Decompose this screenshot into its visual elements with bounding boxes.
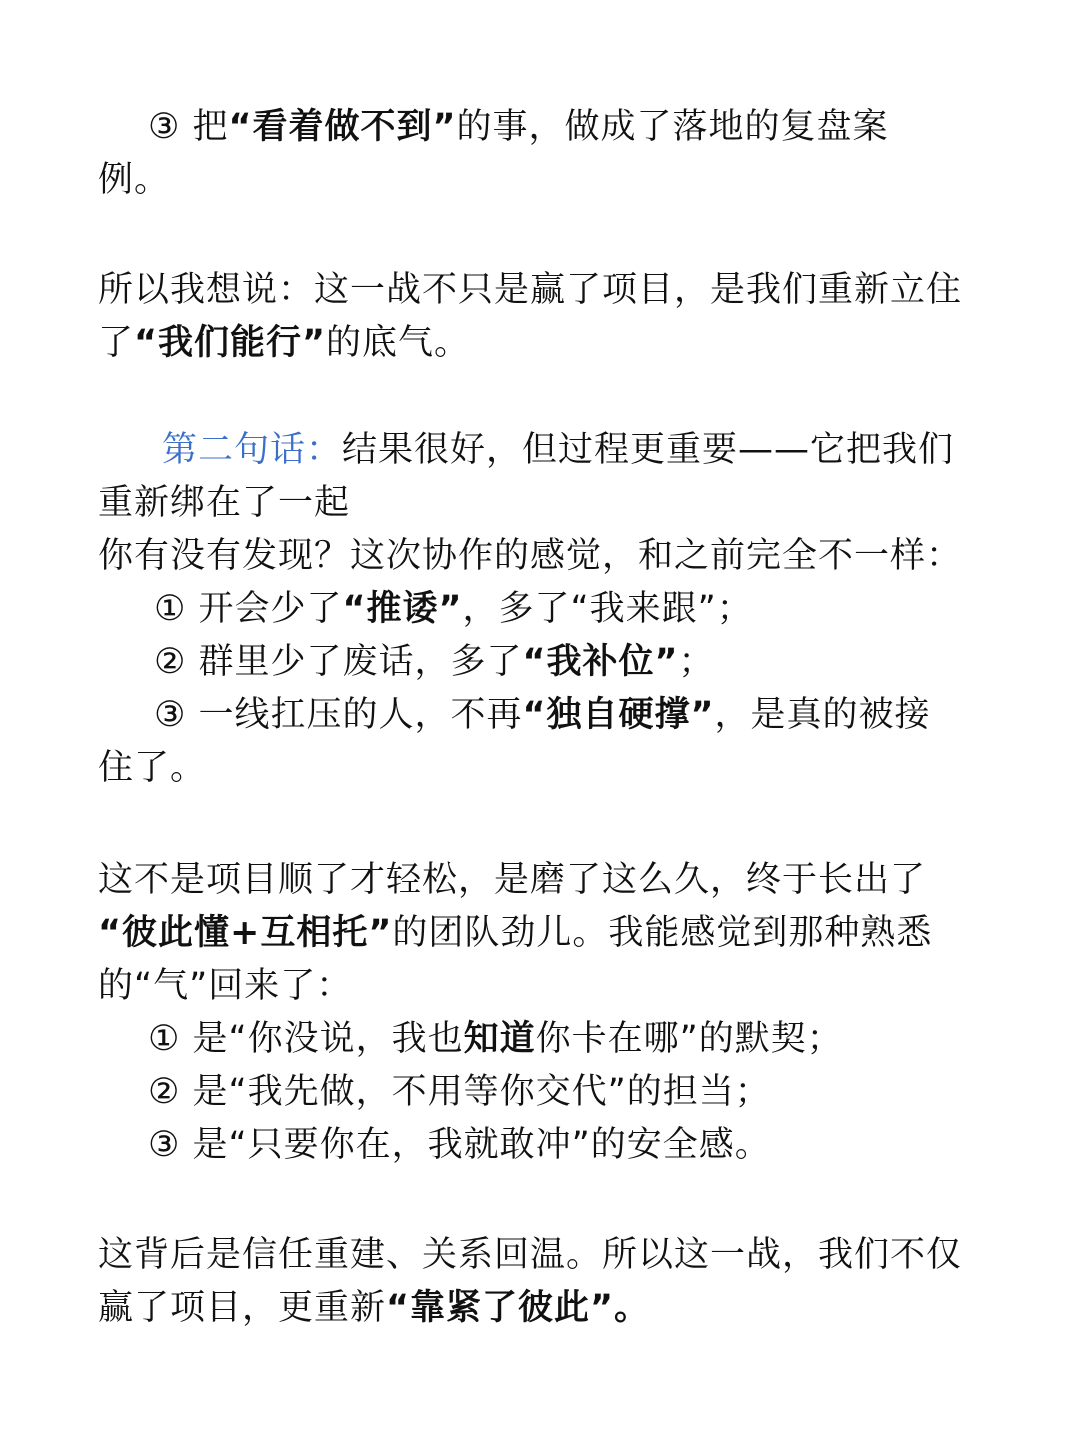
circled-number-3: ③ — [148, 1125, 181, 1165]
text-line — [98, 1282, 982, 1335]
text-run: ，是真的被接 — [714, 695, 931, 735]
text-run: 一线扛压的人，不再 — [186, 695, 523, 735]
bold-phrase: 知道 — [463, 1019, 536, 1059]
text-run: 的底气。 — [326, 323, 471, 363]
circled-number-1: ① — [148, 1019, 181, 1059]
paragraph-team-spirit — [98, 854, 982, 1172]
bold-phrase: “彼此懂+互相托” — [98, 913, 393, 953]
text-line: 这背后是信任重建、关系回温。所以这一战，我们不仅 — [98, 1235, 963, 1275]
circled-number-1: ① — [154, 589, 187, 629]
text-run: ，多了“我来跟”； — [462, 589, 753, 629]
list-item — [98, 1066, 982, 1119]
list-item — [98, 1013, 982, 1066]
text-run: 了 — [98, 323, 135, 363]
text-run: 群里少了废话，多了 — [186, 642, 523, 682]
paragraph-closing — [98, 1229, 982, 1335]
text-run: 的团队劲儿。我能感觉到那种熟悉 — [392, 913, 933, 953]
text-line: 所以我想说：这一战不只是赢了项目，是我们重新立住 — [98, 270, 963, 310]
text-line: 的“气”回来了： — [98, 966, 353, 1006]
bold-phrase: “我们能行” — [134, 323, 327, 363]
circled-number-3: ③ — [148, 107, 181, 147]
text-run: ； — [678, 642, 715, 682]
paragraph-conclusion — [98, 264, 982, 370]
text-line: 你有没有发现？这次协作的感觉，和之前完全不一样： — [98, 536, 963, 576]
text-run: 结果很好，但过程更重要——它把我们 — [342, 430, 955, 470]
list-item — [98, 583, 982, 636]
text-line: 重新绑在了一起 — [98, 483, 351, 523]
section-second-point — [98, 424, 982, 795]
bold-phrase: “靠紧了彼此” — [386, 1288, 615, 1328]
bold-phrase: “推诿” — [342, 589, 463, 629]
text-run: 开会少了 — [186, 589, 343, 629]
text-run: 是“你没说，我也 — [180, 1019, 464, 1059]
bold-phrase: “独自硬撑” — [522, 695, 715, 735]
text-run: 的事，做成了落地的复盘案 — [456, 107, 889, 147]
text-line: 这不是项目顺了才轻松，是磨了这么久，终于长出了 — [98, 860, 927, 900]
paragraph-case-study — [98, 101, 982, 207]
text-run: 把 — [180, 107, 229, 147]
text-run: 你卡在哪”的默契； — [535, 1019, 843, 1059]
section-heading — [98, 424, 982, 477]
section-label: 第二句话： — [162, 430, 343, 470]
text-line: 例。 — [98, 160, 171, 200]
text-line — [98, 317, 982, 370]
text-run: 。 — [614, 1288, 651, 1328]
text-line: 住了。 — [98, 748, 207, 788]
bold-phrase: “我补位” — [522, 642, 679, 682]
list-item — [98, 1119, 982, 1172]
text-run: 赢了项目，更重新 — [98, 1288, 387, 1328]
circled-number-3: ③ — [154, 695, 187, 735]
text-run: 是“我先做，不用等你交代”的担当； — [180, 1072, 771, 1112]
circled-number-2: ② — [148, 1072, 181, 1112]
text-run: 是“只要你在，我就敢冲”的安全感。 — [180, 1125, 771, 1165]
circled-number-2: ② — [154, 642, 187, 682]
bold-phrase: “看着做不到” — [228, 107, 457, 147]
text-line — [98, 101, 982, 154]
list-item — [98, 689, 982, 742]
text-line — [98, 907, 982, 960]
list-item — [98, 636, 982, 689]
